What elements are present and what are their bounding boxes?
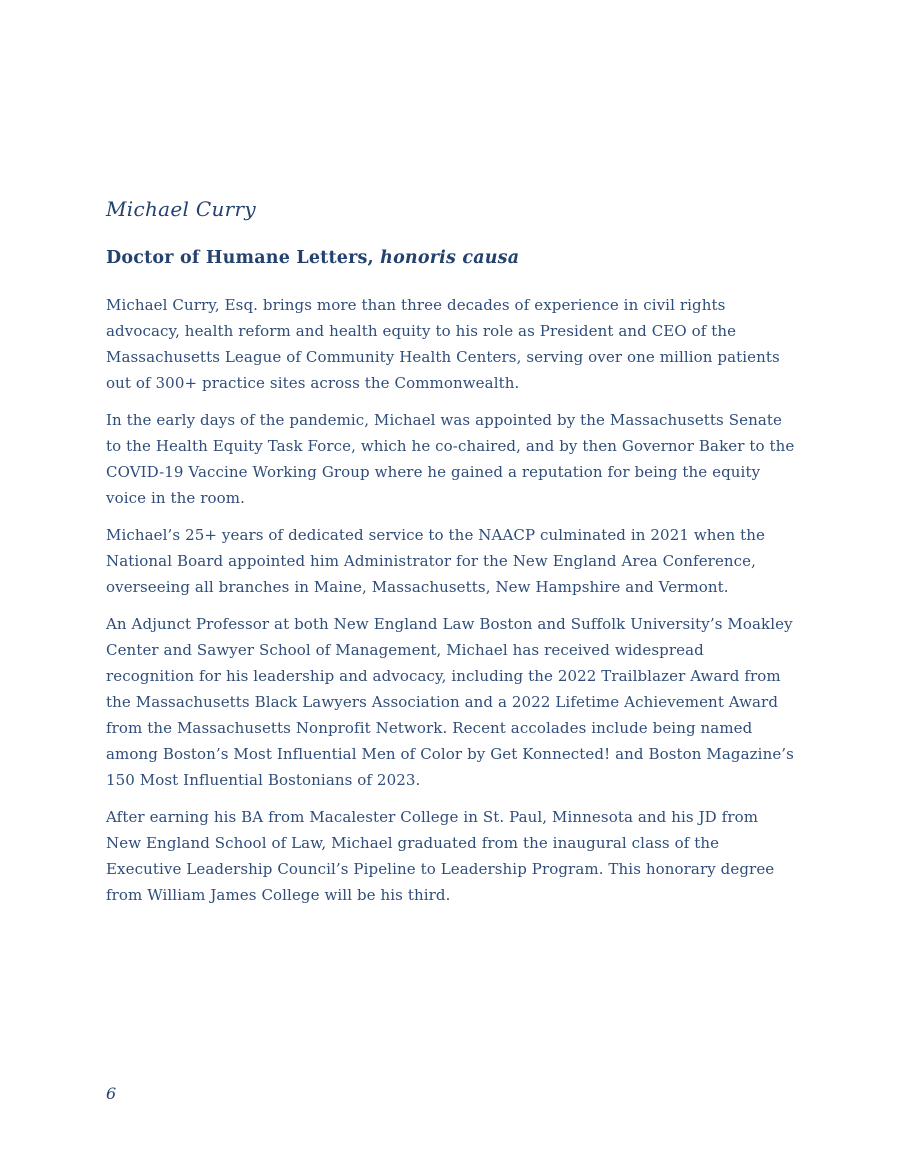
page-number: 6 [106,1084,117,1103]
bio-paragraph-1: Michael Curry, Esq. brings more than three decades of experience in civil rights advocacy, health reform and health equity to his role as President and CEO of the Massachusetts League of Community Health Centers, serving over one million patients out of 300+ practice sites across the Commonwealth. [106,296,780,392]
bio-paragraph-5: After earning his BA from Macalester College in St. Paul, Minnesota and his JD from New England School of Law, Michael graduated from the inaugural class of the Executive Leadership Council’s Pipeline to Leadership Program. This honorary degree from William James College will be his third. [106,808,775,904]
degree-title-heading [106,248,795,268]
bio-content [106,197,795,919]
degree-title-text: Doctor of Humane Letters, [106,248,374,268]
bio-paragraph-3: Michael’s 25+ years of dedicated service to the NAACP culminated in 2021 when the National Board appointed him Administrator for the New England Area Conference, overseeing all branches in Maine, Massachusetts, New Hampshire and Vermont. [106,526,766,596]
bio-paragraph-2: In the early days of the pandemic, Michael was appointed by the Massachusetts Senate to the Health Equity Task Force, which he co-chaired, and by then Governor Baker to the COVID-19 Vaccine Working Group where he gained a reputation for being the equity voice in the room. [106,411,795,507]
degree-title-latin: honoris causa [380,248,520,268]
bio-paragraph-4: An Adjunct Professor at both New England Law Boston and Suffolk University’s Moakley Center and Sawyer School of Management, Michael has received widespread recognition for his leadership and advocacy, including the 2022 Trailblazer Award from the Massachusetts Black Lawyers Association and a 2022 Lifetime Achievement Award from the Massachusetts Nonprofit Network. Recent accolades include being named among Boston’s Most Influential Men of Color by Get Konnected! and Boston Magazine’s 150 Most Influential Bostonians of 2023. [106,615,794,789]
honoree-name-heading: Michael Curry [106,197,256,221]
bio-paragraphs [106,292,795,908]
